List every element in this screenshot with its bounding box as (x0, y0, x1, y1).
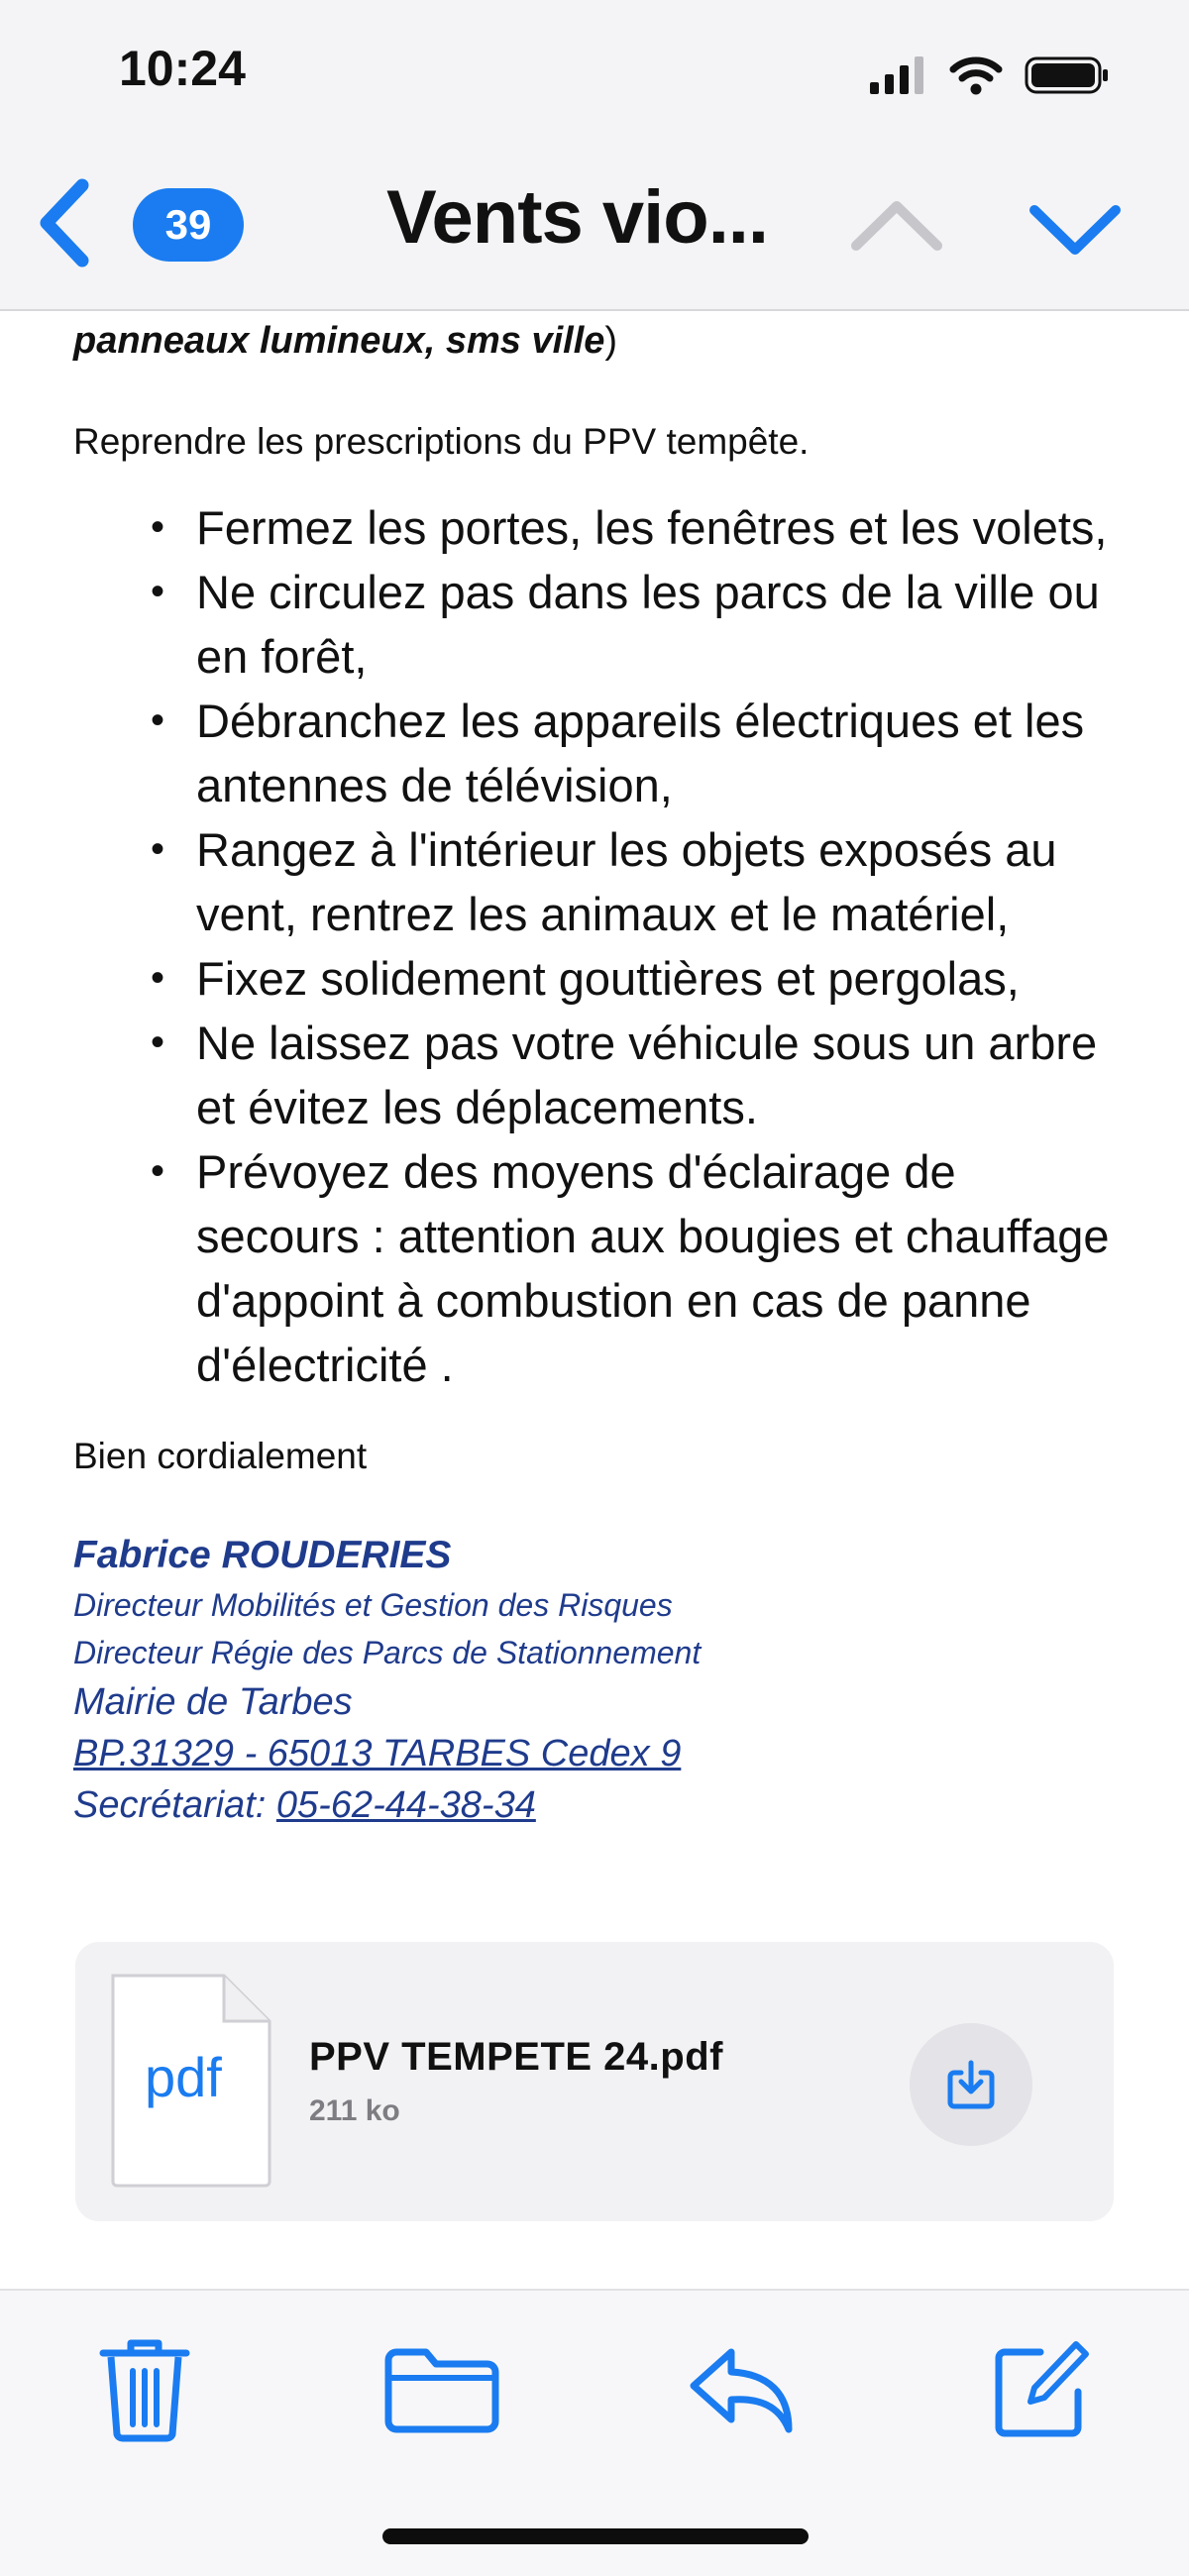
compose-icon (989, 2338, 1092, 2441)
signature-name: Fabrice ROUDERIES (73, 1534, 452, 1576)
bullet-dot: • (151, 698, 165, 742)
intro-paragraph: Reprendre les prescriptions du PPV tempête. (73, 421, 810, 462)
chevron-down-icon (1021, 188, 1130, 268)
bullet-dot: • (151, 1020, 165, 1064)
attachment-file-name: PPV TEMPETE 24.pdf (309, 2035, 723, 2079)
signature-secretariat (73, 1779, 1124, 1831)
closing-salutation: Bien cordialement (73, 1436, 368, 1476)
bullet-dot: • (151, 505, 165, 549)
list-item-text: Fermez les portes, les fenêtres et les volets, (196, 501, 1108, 554)
list-item (151, 689, 1124, 817)
list-item (151, 1011, 1124, 1139)
list-item (151, 817, 1124, 946)
communication-channels-line (73, 317, 1124, 365)
communication-channels-text: panneaux lumineux, sms ville (73, 320, 605, 362)
next-message-button[interactable] (1021, 188, 1130, 268)
file-type-label: pdf (145, 2046, 222, 2108)
status-time: 10:24 (119, 41, 246, 96)
email-signature (73, 1530, 1124, 1831)
signature-organization: Mairie de Tarbes (73, 1681, 353, 1723)
chevron-left-icon (37, 177, 92, 268)
back-button[interactable] (30, 168, 99, 277)
trash-icon (95, 2335, 194, 2444)
wifi-icon (949, 55, 1003, 95)
chevron-up-icon (842, 188, 951, 268)
bullet-dot: • (151, 827, 165, 871)
list-item-text: Fixez solidement gouttières et pergolas, (196, 952, 1020, 1005)
battery-icon (1025, 55, 1110, 95)
download-button[interactable] (910, 2023, 1032, 2146)
list-item (151, 560, 1124, 689)
attachment-file-size: 211 ko (309, 2094, 400, 2127)
navigation-header (0, 0, 1189, 311)
secretariat-phone-link[interactable]: 05-62-44-38-34 (275, 1784, 536, 1826)
message-body (73, 285, 1124, 1831)
list-item (151, 495, 1124, 560)
list-item-text: Prévoyez des moyens d'éclairage de secours : attention aux bougies et chauffage d'appoint à combustion en cas de panne d'électricité . (196, 1145, 1110, 1391)
message-subject-title: Vents vio... (386, 175, 769, 260)
bullet-dot: • (151, 1149, 165, 1193)
previous-message-button[interactable] (842, 188, 951, 268)
bullet-dot: • (151, 956, 165, 1000)
status-icons (870, 55, 1110, 95)
move-to-folder-button[interactable] (382, 2330, 501, 2449)
signature-title-2: Directeur Régie des Parcs de Stationnement (73, 1635, 702, 1670)
cellular-signal-icon (870, 56, 927, 94)
list-item-text: Ne circulez pas dans les parcs de la ville ou en forêt, (196, 566, 1100, 683)
folder-icon (382, 2344, 501, 2435)
bottom-toolbar (0, 2289, 1189, 2576)
secretariat-label: Secrétariat: (73, 1784, 276, 1826)
reply-icon (686, 2342, 797, 2437)
signature-title-1: Directeur Mobilités et Gestion des Risques (73, 1587, 673, 1623)
download-icon (946, 2059, 996, 2110)
list-item (151, 1139, 1124, 1397)
delete-button[interactable] (85, 2330, 204, 2449)
list-item-text: Ne laissez pas votre véhicule sous un arbre et évitez les déplacements. (196, 1017, 1098, 1133)
safety-instructions-list (73, 495, 1124, 1397)
list-item-text: Débranchez les appareils électriques et les antennes de télévision, (196, 695, 1085, 811)
signature-address-link[interactable]: BP.31329 - 65013 TARBES Cedex 9 (73, 1733, 682, 1774)
closing-parenthesis: ) (604, 320, 618, 362)
bullet-dot: • (151, 570, 165, 613)
attachment-card[interactable] (75, 1942, 1114, 2221)
unread-count-badge[interactable]: 39 (133, 188, 244, 262)
compose-button[interactable] (981, 2330, 1100, 2449)
reply-button[interactable] (682, 2330, 801, 2449)
home-indicator[interactable] (382, 2528, 809, 2544)
list-item (151, 946, 1124, 1011)
list-item-text: Rangez à l'intérieur les objets exposés au vent, rentrez les animaux et le matériel, (196, 823, 1057, 940)
